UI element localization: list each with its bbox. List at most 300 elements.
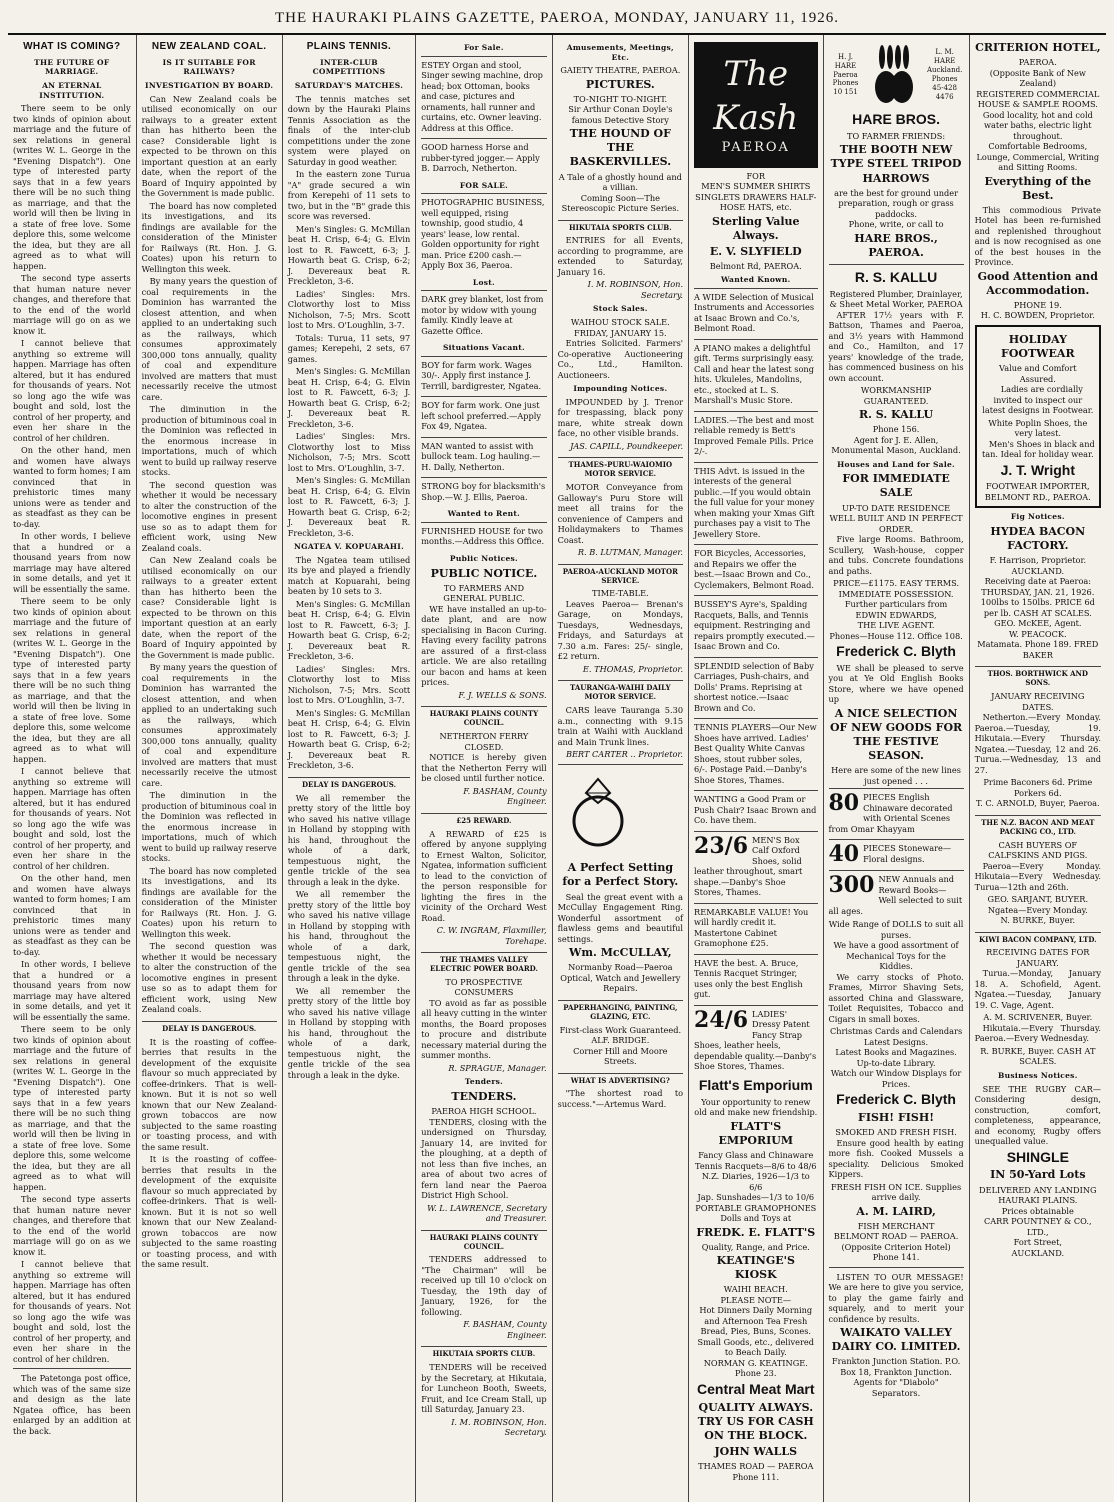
classified-ad: LADIES.—The best and most reliable remedy is Bett's Improved Female Pills. Price 2/-. xyxy=(694,411,817,460)
shingle-heading: SHINGLE xyxy=(1006,1148,1069,1165)
article-kicker: AN ETERNAL INSTITUTION. xyxy=(39,80,105,100)
paragraph: There seem to be only two kinds of opinion about marriage and the future of sex relations in general (writes W. L. George in the "Evening Dispatch"). One type of interested party says that in a few years there will be no such thing as marriage, and that the world will then be living in a state of free love. Some deplore this, some welcome the idea, but they are all agreed as to what will happen. xyxy=(13,596,131,764)
blyth-heading: Frederick C. Blyth xyxy=(836,1091,956,1108)
paragraph: I cannot believe that anything so extreme will happen. Marriage has often altered, but it has endured for thousands of years. Not so long ago the wife was bought and sold, lost the control of her property, and even her share in the control of her children. xyxy=(13,766,131,871)
paragraph: Ensure good health by eating more fish. Cooked Mussels a speciality. Delicious Smoked Kippers. xyxy=(828,1137,964,1180)
advertiser-name: R. S. KALLU xyxy=(859,408,934,422)
tonight-label: TO-NIGHT TO-NIGHT. xyxy=(573,93,668,104)
paragraph: Seal the great event with a McCullay Engagement Ring. Wonderful assortment of flawless gems and beautiful settings. xyxy=(557,891,684,944)
signature: F. BASHAM, County Engineer. xyxy=(463,785,547,807)
paragraph: Men's Singles: G. McMillan beat H. Crisp, 6-4; G. Elvin lost to R. Fawcett, 6-3; J. Howarth beat G. Crisp, 6-2; J. Devereaux beat R. Freckleton, 3-6. xyxy=(287,223,411,287)
masthead: THE HAURAKI PLAINS GAZETTE, PAEROA, MONDAY, JANUARY 11, 1926. xyxy=(8,6,1106,35)
columns xyxy=(8,35,1106,1502)
quantity-figure: 300 xyxy=(828,872,875,899)
paragraph: I cannot believe that anything so extreme will happen. Marriage has often altered, but it has endured for thousands of years. Not so long ago the wife was bought and sold, lost the control of her property, and even her share in the control of her children. xyxy=(13,1259,131,1364)
notice-title: HIKUTAIA SPORTS CLUB. xyxy=(558,220,683,233)
section-heading: For Sale. xyxy=(464,43,504,52)
classified-ad xyxy=(694,1005,817,1075)
price-figure: 23/6 xyxy=(694,832,749,859)
coming-soon: Coming Soon—The Stereoscopic Picture Series. xyxy=(561,192,680,213)
classified-ad: MAN wanted to assist with bullock team. Log hauling.—H. Dally, Netherton. xyxy=(421,437,546,476)
ad-line: Good locality, hot and cold water baths, electric light throughout. xyxy=(982,109,1093,141)
article-kicker: INVESTIGATION BY BOARD. xyxy=(145,80,274,90)
classified-ad xyxy=(694,831,817,901)
notice-title: £25 REWARD. xyxy=(421,813,546,826)
notice-title: THE THAMES VALLEY ELECTRIC POWER BOARD. xyxy=(421,952,546,974)
paragraph: The diminution in the production of bituminous coal in the Dominion was reflected in the enormous increase in importations, much of which went to build up railway reserve stocks. xyxy=(141,790,277,864)
ad-line: Comfortable Bedrooms, Lounge, Commercial, Writing and Sitting Rooms. xyxy=(976,141,1100,173)
ad-line: SMOKED AND FRESH FISH. xyxy=(835,1127,957,1138)
column-what-is-coming xyxy=(8,35,137,1502)
signature: NORMAN G. KEATINGE. Phone 23. xyxy=(703,1357,808,1379)
signature: R. BURKE, Buyer. CASH AT SCALES. xyxy=(980,1045,1096,1067)
paragraph: The board has now completed its investigations, and its findings are available for the consideration of the Minister for Railways (Rt. Hon. J. G. Coates) upon his return to Wellington this week. xyxy=(141,865,277,939)
notice-title: HYDEA BACON FACTORY. xyxy=(990,525,1086,553)
ad-line: Ngatea—Every Monday. xyxy=(987,904,1088,915)
paragraph: SEE THE RUGBY CAR—Considering design, construction, comfort, completeness, appearance, and economy, Rugby offers unequalled value. xyxy=(974,1083,1101,1147)
paragraph: This commodious Private Hotel has been re-furnished and replenished throughout and is now recognised as one of the best houses in the Province. xyxy=(974,204,1101,268)
ad-line: DELIVERED ANY LANDING HAURAKI PLAINS. xyxy=(979,1184,1097,1206)
section-heading: Wanted Known. xyxy=(720,275,791,285)
paragraph: The second question was whether it would be necessary to alter the construction of the locomotive engines in present use so as to adapt them for efficient work, using New Zealand coals. xyxy=(141,479,277,553)
section-heading: Impounding Notices. xyxy=(573,384,668,394)
advertiser-address: Corner Hill and Moore Streets. xyxy=(573,1045,668,1066)
central-meat-mart-heading: Central Meat Mart xyxy=(697,1380,815,1397)
paragraph: The tennis matches set down by the Hauraki Plains Tennis Association as the finals of the inter-club competitions under the zone system were played on Saturday in good weather. xyxy=(287,93,411,167)
ad-line: IMMEDIATE POSSESSION. xyxy=(838,588,954,599)
notice-title: PAEROA-AUCKLAND MOTOR SERVICE. xyxy=(558,564,683,586)
ad-line: Watch our Window Displays for Prices. xyxy=(830,1068,962,1089)
paragraph: Ladies' Singles: Mrs. Clotworthy lost to Miss Nicholson, 7-5; Mrs. Scott lost to Mrs. O'Loughlin, 3-7. xyxy=(287,663,411,706)
signature: JAS. CAPILL, Poundkeeper. xyxy=(570,440,684,451)
film-description: A Tale of a ghostly hound and a villian. xyxy=(558,171,682,192)
article-kicker: SATURDAY'S MATCHES. xyxy=(294,80,404,90)
paragraph: WE have installed an up-to-date plant, and are now specialising in Bacon Curing. Having every facility patrons are assured of a first-class article. We are also retailing our bacon and hams at keen prices. xyxy=(421,603,547,688)
ad-line: TO FARMER FRIENDS: xyxy=(847,130,946,141)
advertiser-address: BELMONT ROAD — PAEROA. (Opposite Criterion Hotel) Phone 141. xyxy=(833,1231,959,1263)
ad-slogan: Quality, Range, and Price. xyxy=(701,1241,810,1252)
notice-title: THOS. BORTHWICK AND SONS. xyxy=(975,666,1101,688)
section-heading: Houses and Land for Sale. xyxy=(837,459,955,469)
article-title: NEW ZEALAND COAL. xyxy=(151,41,267,52)
paragraph: In other words, I believe that a hundred or a thousand years from now marriage may have altered in some details, and yet it will be essentially the same. xyxy=(13,531,131,594)
ad-line: Agent for J. E. Allen, Monumental Mason, Auckland. xyxy=(831,434,961,456)
notice-title: PUBLIC NOTICE. xyxy=(430,566,538,580)
film-intro: Sir Arthur Conan Doyle's famous Detective Story xyxy=(568,104,673,125)
classified-ad: PHOTOGRAPHIC BUSINESS, well equipped, rising township, good studio, 4 years' lease, low rental. Golden opportunity for right man. Price £200 cash.— Apply Box 36, Paeroa. xyxy=(421,193,546,274)
paragraph: The board has now completed its investigations, and its findings are available for the consideration of the Minister for Railways (Rt. Hon. J. G. Coates) upon his return to Wellington this week. xyxy=(141,200,277,274)
paragraph: Can New Zealand coals be utilised economically on our railways to a greater extent than has hitherto been the case? Considerable light is expected to be thrown on this important question at an early date, when the report of the Board of Inquiry appointed by the Government is made public. xyxy=(141,555,277,660)
notice-subtitle: NETHERTON FERRY CLOSED. xyxy=(439,731,529,752)
product-line: Dolls and Toys at xyxy=(720,1213,792,1224)
signature: A. M. SCRIVENER, Buyer. xyxy=(983,1012,1093,1023)
column-plains-tennis xyxy=(283,35,416,1502)
article-subtitle: THE FUTURE OF MARRIAGE. xyxy=(34,57,110,77)
advertiser-name: ALF. BRIDGE. xyxy=(591,1035,650,1045)
ad-headline: A Perfect Setting for a Perfect Story. xyxy=(562,861,679,889)
ad-line: PAEROA. xyxy=(1018,57,1057,68)
paragraph: We all remember the pretty story of the little boy who saved his native village in Holland by stopping with his hand, throughout the whole of a dark, tempestuous night, the gentle trickle of the sea through a leak in the dyke. xyxy=(287,889,411,984)
ad-line: First-class Work Guaranteed. xyxy=(559,1024,682,1035)
advertiser-name: HARE BROS., PAEROA. xyxy=(854,231,938,259)
signature: T. C. ARNOLD, Buyer, Paeroa. xyxy=(975,798,1100,809)
advertiser-name: JOHN WALLS xyxy=(714,1444,798,1458)
section-heading: Lost. xyxy=(472,277,495,287)
classified-ad: STRONG boy for blacksmith's Shop.—W. J. Ellis, Paeroa. xyxy=(421,477,546,505)
paragraph: The second type asserts that human nature never changes, and therefore that to the end of the world marriage will go on as we know it. xyxy=(13,1194,131,1257)
divider xyxy=(829,264,964,265)
holiday-footwear-ad xyxy=(975,325,1101,509)
ad-line: Hot Dinners Daily Morning and Afternoon Tea Fresh Bread, Pies, Buns, Scones. xyxy=(699,1305,813,1337)
paragraph: AFTER 17½ years with F. Battson, Thames and Paeroa, and 3½ years with Hammond and Co., Hamilton, and 17 years' knowledge of the trade, has commenced business on his own account. xyxy=(828,309,964,383)
signature: GEO. SARJANT, BUYER. xyxy=(987,894,1089,905)
fish-heading: FISH! FISH! xyxy=(858,1111,935,1125)
column-nz-coal xyxy=(137,35,283,1502)
product-list: MEN'S SUMMER SHIRTS SINGLETS DRAWERS HALF-HOSE HATS, etc. xyxy=(695,181,817,213)
paragraph: There seem to be only two kinds of opinion about marriage and the future of sex relations in general (writes W. L. George in the "Evening Dispatch"). One type of interested party says that in a few years there will be no such thing as marriage, and that the world will then be living in a state of free love. Some deplore this, some welcome the idea, but they are all agreed as to what will happen. xyxy=(13,1024,131,1192)
notice-date: FRIDAY, JANUARY 15. xyxy=(574,327,667,338)
advertiser-address: THAMES ROAD — PAEROA Phone 111. xyxy=(698,1461,814,1482)
paragraph: On the other hand, men and women have always wanted to form homes; I am convinced that in prehistoric times many unions were as tender and as steadfast as they can be to-day. xyxy=(13,873,131,957)
advertiser-name: A. M. LAIRD, xyxy=(856,1204,936,1218)
signature: C. W. INGRAM, Flaxmiller, Torehape. xyxy=(436,925,547,946)
ad-line: We have a good assortment of Mechanical Toys for the Kiddies. xyxy=(833,940,959,972)
classified-ad: A PIANO makes a delightful gift. Terms surprisingly easy. Call and hear the latest song hits. Ukuleles, Mandolins, etc., stocked at L. S. Marshall's Music Store. xyxy=(694,339,817,409)
notice-title: WHAT IS ADVERTISING? xyxy=(558,1073,683,1086)
paragraph: Can New Zealand coals be utilised economically on our railways to a greater extent than has hitherto been the case? Considerable light is expected to be thrown on this important question at an early date, when the report of the Board of Inquiry appointed by the Government is made public. xyxy=(141,93,277,199)
paragraph: CARS leave Tauranga 5.30 a.m., connecting with 9.15 train at Waihi with Auckland and Main Trunk lines. xyxy=(557,705,684,747)
paragraph: Men's Shoes in black and tan. Ideal for holiday wear. xyxy=(981,438,1095,460)
kash-logo xyxy=(694,42,817,168)
advertiser-name: FLATT'S EMPORIUM xyxy=(718,1119,794,1147)
paragraph: ENTRIES for all Events, according to programme, are extended to Saturday, January 16. xyxy=(557,235,684,277)
advertiser-address: WAIHI BEACH. xyxy=(723,1284,788,1295)
signature: W. L. LAWRENCE, Secretary and Treasurer. xyxy=(427,1202,547,1224)
product-headline: THE BOOTH NEW TYPE STEEL TRIPOD HARROWS xyxy=(830,143,962,185)
notice-title: TENDERS. xyxy=(451,1090,517,1103)
column-amusements xyxy=(553,35,689,1502)
classified-ad xyxy=(829,788,964,837)
ad-line: GEO. McKEE, Agent. xyxy=(994,618,1082,629)
ad-line: RECEIVING DATES FOR JANUARY. xyxy=(986,947,1090,968)
ad-line: W. PEACOCK. xyxy=(1009,628,1067,639)
article-subtitle: IS IT SUITABLE FOR RAILWAYS? xyxy=(162,57,256,77)
ad-line: White Poplin Shoes, the very latest. xyxy=(988,417,1088,439)
classified-ad: WANTING a Good Pram or Push Chair? Isaac Brown and Co. have them. xyxy=(694,790,817,829)
notice-title: KIWI BACON COMPANY, LTD. xyxy=(975,932,1101,945)
signature: F. BASHAM, County Engineer. xyxy=(463,1319,547,1340)
notice-title: TAURANGA-WAIHI DAILY MOTOR SERVICE. xyxy=(558,680,683,702)
product-line: Jap. Sunshades—1/3 to 10/6 xyxy=(697,1192,815,1203)
paragraph: On the other hand, men and women have always wanted to form homes; I am convinced that in prehistoric times many unions were as tender and as steadfast as they can be to-day. xyxy=(13,445,131,529)
section-heading: FOR SALE. xyxy=(459,180,509,190)
ad-line: 100lbs to 150lbs. PRICE 6d per lb. CASH AT SCALES. xyxy=(980,597,1095,618)
notice-title: HAURAKI PLAINS COUNTY COUNCIL. xyxy=(421,1230,546,1252)
ad-line: F. Harrison, Proprietor. AUCKLAND. xyxy=(989,555,1087,576)
classified-ad xyxy=(829,870,964,919)
paragraph: Men's Singles: G. McMillan beat H. Crisp, 6-4; G. Elvin lost to R. Fawcett, 6-3; J. Howarth beat G. Crisp, 6-2; J. Devereaux beat R. Freckleton, 3-6. xyxy=(287,366,411,429)
classified-ad: BOY for farm work. Wages 30/-. Apply first instance J. Terrill, bardigrester, Ngatea. xyxy=(421,356,546,395)
paragraph: Men's Singles: G. McMillan beat H. Crisp, 6-4; G. Elvin lost to R. Fawcett, 6-3; J. Howarth beat G. Crisp, 6-2; J. Devereaux beat R. Freckleton, 3-6. xyxy=(287,598,411,662)
classified-ad: BOY for farm work. One just left school preferred.—Apply Fox 49, Ngatea. xyxy=(421,396,546,435)
ad-line: PRICE—£1175. EASY TERMS. xyxy=(833,578,960,589)
paragraph: A REWARD of £25 is offered by anyone supplying to Ernest Walton, Solicitor, Ngatea, information sufficient to lead to the conviction of the person responsible for lighting the fires in the vicinity of the Orchard West Road. xyxy=(421,828,547,923)
section-heading: Situations Vacant. xyxy=(442,343,525,353)
ad-line: Here are some of the new lines just opened . . . xyxy=(831,765,961,786)
ad-line: Christmas Cards and Calendars Latest Designs. xyxy=(829,1026,963,1047)
paragraph: IMPOUNDED by J. Trenor for trespassing, black pony mare, white streak down face, no other visible brands. xyxy=(557,396,684,439)
ad-line: Your opportunity to renew old and make new friendship. xyxy=(694,1096,818,1118)
notice-title: THAMES-PURU-WAIOMIO MOTOR SERVICE. xyxy=(558,457,683,479)
product-line: Tennis Racquets—8/6 to 48/6 xyxy=(695,1160,817,1171)
notice-subtitle: TO FARMERS AND GENERAL PUBLIC. xyxy=(443,582,525,604)
advertiser-name: J. T. Wright xyxy=(1000,461,1076,478)
hotel-name: CRITERION HOTEL, xyxy=(975,41,1101,54)
advertiser-address: Fort Street, xyxy=(1013,1237,1062,1248)
ad-line: PLEASE NOTE— xyxy=(720,1294,792,1305)
hare-right-details: L. M. HARE Auckland. Phones 45-428 4476 xyxy=(926,48,963,101)
paragraph: TENDERS will be received by the Secretary, at Hikutaia, for Luncheon Booth, Sweets, Fruit, and Ice Cream Stall, up till Saturday, January 23. xyxy=(421,1362,547,1415)
paragraph: We carry stocks of Photo. Frames, Mirror Shaving Sets, assorted China and Glassware, Toilet Requisites, Tobacco and Cigars in small boxes. xyxy=(828,971,964,1024)
classified-ad: BUSSEY'S Ayre's, Spalding Racquets, Balls, and Tennis equipment. Restringing and repairs promptly executed.—Isaac Brown and Co. xyxy=(694,595,817,655)
advertiser-address: Frankton Junction Station. P.O. Box 18, Frankton Junction. Agents for "Diabolo" Separators. xyxy=(831,1356,961,1398)
ad-line: THE LIVE AGENT. xyxy=(857,620,935,631)
notice-title: WAIHOU STOCK SALE. xyxy=(570,317,670,328)
classified-ad: ESTEY Organ and stool, Singer sewing machine, drop head; box Ottoman, books and case, pictures and ornaments, hall runner and curtains, etc. Owner leaving. Address at this Office. xyxy=(421,56,546,137)
section-heading: Fig Notices. xyxy=(1010,512,1065,522)
paragraph: In other words, I believe that a hundred or a thousand years from now marriage may have altered in some details, and yet it will be essentially the same. xyxy=(13,959,131,1022)
kash-town: PAEROA xyxy=(721,140,790,156)
paragraph: By many years the question of coal requirements in the Dominion has warranted the closest attention, and when applied to an undertaking such as the railways, which consumes approximately 300,000 tons annually, quality of coal and expenditure involved are matters that must necessarily receive the utmost care. xyxy=(141,662,277,788)
classified-ad: HAVE the best. A. Bruce, Tennis Racquet Stringer, uses only the best English gut. xyxy=(694,954,817,1003)
paragraph: In the eastern zone Turua "A" grade secured a win from Kerepehi of 11 sets to two, but in the "B" grade this score was reversed. xyxy=(287,169,411,222)
ad-line: CASH BUYERS OF CALFSKINS AND PIGS. xyxy=(988,839,1088,861)
classified-ad: THIS Advt. is issued in the interests of the general public.—If you would obtain the full value for your money when making your Xmas Gift purchases pay a visit to The Jewellery Store. xyxy=(694,462,817,543)
paragraph: Ladies' Singles: Mrs. Clotworthy lost to Miss Nicholson, 7-5; Mrs. Scott lost to Mrs. O'Loughlin, 3-7. xyxy=(287,431,411,473)
ad-line: FOR xyxy=(746,170,766,181)
paragraph: Ladies are cordially invited to inspect our latest designs in Footwear. xyxy=(982,384,1094,416)
paragraph: The diminution in the production of bituminous coal in the Dominion was reflected in the enormous increase in importations, much of which went to build up railway reserve stocks. xyxy=(141,404,277,478)
ad-line: FRESH FISH ON ICE. Supplies arrive daily. xyxy=(830,1181,962,1203)
quantity-figure: 80 xyxy=(828,790,860,817)
section-heading: Public Notices. xyxy=(449,553,518,563)
paragraph: By many years the question of coal requirements in the Dominion has warranted the closest attention, and when applied to an undertaking such as the railways, which consumes approximately 300,000 tons annually, quality of coal and expenditure involved are matters that must necessarily receive the utmost care. xyxy=(141,276,277,402)
ad-line: Further particulars from xyxy=(844,599,948,610)
advertiser-name: WAIKATO VALLEY DAIRY CO. LIMITED. xyxy=(831,1326,961,1354)
divider xyxy=(13,1368,131,1369)
article-title: DELAY IS DANGEROUS. xyxy=(142,1021,277,1034)
kallu-heading: R. S. KALLU xyxy=(854,268,938,285)
hare-bros-header xyxy=(829,43,964,107)
advertiser-address: FOOTWEAR IMPORTER, BELMONT RD., PAEROA. xyxy=(984,481,1091,502)
ad-text: NEW Annuals and Reward Books—Well selected to suit all ages. xyxy=(828,874,963,916)
signature: H. C. BOWDEN, Proprietor. xyxy=(980,310,1095,321)
ad-line: Phones—House 112. Office 108. xyxy=(829,630,963,641)
ad-line: Latest Books and Magazines. Up-to-date Library. xyxy=(835,1047,957,1068)
section-heading: Business Notices. xyxy=(998,1070,1078,1080)
ad-line: WORKMANSHIP GUARANTEED. xyxy=(860,385,932,406)
paragraph: The second type asserts that human nature never changes, and therefore that to the end of the world marriage will go on as we know it. xyxy=(13,273,131,336)
paragraph: We all remember the pretty story of the little boy who saved his native village in Holland by stopping with his hand, throughout the whole of a dark, tempestuous night, the gentle trickle of the sea through a leak in the dyke. xyxy=(287,792,411,887)
article-title: PLAINS TENNIS. xyxy=(306,41,392,52)
classified-ad: GOOD harness Horse and rubber-tyred jogger.— Apply B. Darroch, Netherton. xyxy=(421,138,546,177)
ad-line: Receiving date at Paeroa: THURSDAY, JAN. 21, 1926. xyxy=(981,576,1095,597)
ad-line: IN 50-Yard Lots xyxy=(990,1168,1086,1182)
rabbit-icon xyxy=(870,43,918,107)
news-brief: The Patetonga post office, which was of the same size and design as the late Ngatea office, has been enlarged by an addition at the back. xyxy=(13,1373,131,1436)
film-title: THE HOUND OF THE BASKERVILLES. xyxy=(569,127,672,169)
advertiser-name: Wm. McCULLAY, xyxy=(569,946,672,960)
paragraph: Netherton.—Every Monday. Paeroa.—Tuesday, 19. Hikutaia.—Every Thursday. Ngatea.—Tuesday, 12 and 26. Turua.—Wednesday, 13 and 27. xyxy=(974,712,1101,775)
advertiser-address: AUCKLAND. xyxy=(1011,1247,1065,1258)
paragraph: Ladies' Singles: Mrs. Clotworthy lost to Miss Nicholson, 7-5; Mrs. Scott lost to Mrs. O'Loughlin, 3-7. xyxy=(287,288,411,331)
classified-ad: TENNIS PLAYERS—Our New Shoes have arrived. Ladies' Best Quality White Canvas Shoes, stout rubber soles, 6/-. Postage Paid.—Danby's Shoe Stores, Thames. xyxy=(694,718,817,788)
signature: I. M. ROBINSON, Hon. Secretary. xyxy=(587,279,684,300)
notice-subtitle: PAEROA HIGH SCHOOL. xyxy=(431,1106,537,1117)
classified-ad xyxy=(829,839,964,868)
theatre-name: GAIETY THEATRE, PAEROA. xyxy=(560,65,681,76)
paragraph: Paeroa—Every Monday. Hikutaia—Every Wednesday. Turua—12th and 26th. xyxy=(974,860,1101,892)
ad-line: Prices obtainable xyxy=(1001,1205,1074,1216)
engagement-ring-icon xyxy=(558,773,638,853)
ad-slogan: Sterling Value Always. xyxy=(712,214,800,242)
column-hare-blyth xyxy=(824,35,970,1502)
paragraph: Totals: Turua, 11 sets, 97 games; Kerepehi, 2 sets, 67 games. xyxy=(287,332,411,364)
classified-ad: REMARKABLE VALUE! You will hardly credit it. Mastertone Cabinet Gramophone £25. xyxy=(694,903,817,952)
product-line: PORTABLE GRAMOPHONES xyxy=(695,1202,817,1213)
paragraph: MOTOR Conveyance from Galloway's Puru Store will meet all trains for the convenience of Campers and Holidaymakers to Thames Coast. xyxy=(557,482,684,545)
ad-line: JANUARY RECEIVING DATES. xyxy=(991,691,1085,712)
price-figure: 24/6 xyxy=(694,1006,749,1033)
ad-slogan: QUALITY ALWAYS. TRY US FOR CASH ON THE BLOCK. xyxy=(697,1400,814,1442)
ad-line: Prime Baconers 6d. Prime Porkers 6d. xyxy=(983,777,1093,798)
ad-line: FISH MERCHANT xyxy=(857,1220,935,1231)
divider xyxy=(829,1267,964,1268)
ad-line: are the best for ground under preparation, rough or grass paddocks. xyxy=(834,187,959,219)
ad-text: LADIES' Dressy Patent Fancy Strap Shoes, leather heels, dependable quality.—Danby's Shoe Stores, Thames. xyxy=(694,1008,817,1072)
advertiser-name: FREDK. E. FLATT'S xyxy=(696,1225,816,1239)
signature: E. THOMAS, Proprietor. xyxy=(582,663,684,674)
classified-ad: FOR Bicycles, Accessories, and Repairs we offer the best.—Isaac Brown and Co., Cyclemakers, Belmont Road. xyxy=(694,544,817,593)
paragraph: LISTEN TO OUR MESSAGE! We are here to give you service, to play the game fairly and squarely, and to merit your confidence by results. xyxy=(828,1271,964,1324)
advertiser-name: KEATINGE'S KIOSK xyxy=(716,1254,795,1282)
signature: R. SPRAGUE, Manager. xyxy=(448,1062,547,1073)
paragraph: It is the roasting of coffee-berries that results in the development of the exquisite flavour so much appreciated by coffee-drinkers. That is well-known. But it is not so well known that our New Zealand-grown tobaccos are now subjected to the same roasting or toasting process, and with the same result. xyxy=(141,1036,277,1152)
classified-ad: A WIDE Selection of Musical Instruments and Accessories at Isaac Brown and Co.'s, Belmont Road. xyxy=(694,288,817,337)
ad-line: Registered Plumber, Drainlayer, & Sheet Metal Worker, PAEROA xyxy=(829,288,963,310)
classified-ad: SPLENDID selection of Baby Carriages, Push-chairs, and Dolls' Prams. Reprising at shortest notice.—Isaac Brown and Co. xyxy=(694,657,817,717)
signature: I. M. ROBINSON, Hon. Secretary. xyxy=(451,1416,547,1438)
ad-line: Phone 156. xyxy=(872,424,920,435)
section-heading: Wanted to Rent. xyxy=(447,509,521,519)
ad-line: Small Goods, etc., delivered to Beach Daily. xyxy=(697,1336,814,1358)
ad-slogan: Everything of the Best. xyxy=(984,174,1092,202)
ad-headline: HOLIDAY FOOTWEAR xyxy=(1001,332,1075,360)
paragraph: We all remember the pretty story of the little boy who saved his native village in Holland by stopping with his hand, throughout the whole of a dark, tempestuous night, the gentle trickle of the sea through a leak in the dyke. xyxy=(287,985,411,1080)
paragraph: "The shortest road to success."—Artemus Ward. xyxy=(557,1088,684,1109)
signature: F. J. WELLS & SONS. xyxy=(458,689,547,700)
paragraph: NOTICE is hereby given that the Netherton Ferry will be closed until further notice. xyxy=(421,752,547,784)
notice-title: HAURAKI PLAINS COUNTY COUNCIL. xyxy=(421,706,546,728)
quantity-figure: 40 xyxy=(828,841,860,868)
article-subtitle: INTER-CLUB COMPETITIONS xyxy=(312,57,386,77)
ad-line: UP-TO DATE RESIDENCE xyxy=(841,502,951,513)
signature: R. B. LUTMAN, Manager. xyxy=(577,547,684,558)
kash-wordmark: The Kash xyxy=(713,54,799,138)
pictures-heading: PICTURES. xyxy=(585,77,655,91)
ad-line: REGISTERED COMMERCIAL HOUSE & SAMPLE ROOMS. xyxy=(976,88,1100,110)
hare-bros-heading: HARE BROS. xyxy=(852,111,941,127)
column-shops xyxy=(689,35,823,1502)
notice-title: THE N.Z. BACON AND MEAT PACKING CO., LTD. xyxy=(975,815,1101,837)
sale-heading: FOR IMMEDIATE SALE xyxy=(842,472,950,500)
section-heading: Amusements, Meetings, Etc. xyxy=(566,43,674,62)
ad-slogan: Good Attention and Accommodation. xyxy=(977,269,1098,297)
paragraph: Men's Singles: G. McMillan beat H. Crisp, 6-4; G. Elvin lost to R. Fawcett, 6-3; J. Howarth beat G. Crisp, 6-2; J. Devereaux beat R. Freckleton, 3-6. xyxy=(287,707,411,771)
paragraph: TENDERS, closing with the undersigned on Thursday, January 14, are invited for the ploughing, at a depth of not less than five inches, an area of about two acres of fern land near the Paeroa District High School. xyxy=(421,1116,547,1201)
article-title: WHAT IS COMING? xyxy=(23,41,121,52)
ad-line: (Opposite Bank of New Zealand) xyxy=(989,67,1086,89)
notice-title: HIKUTAIA SPORTS CLUB. xyxy=(421,1346,546,1359)
product-line: Fancy Glass and Chinaware xyxy=(698,1150,814,1161)
ad-line: Value and Comfort Assured. xyxy=(999,363,1077,384)
paragraph: TO avoid as far as possible all heavy cutting in the winter months, the Board proposes to procure and distribute necessary material during the summer months. xyxy=(421,997,547,1061)
ad-line: Wide Range of DOLLS to suit all purses. xyxy=(828,919,964,940)
advertiser-address: Normanby Road—Paeroa xyxy=(568,962,673,973)
advertiser-name: CARR POUNTNEY & CO., LTD., xyxy=(984,1216,1092,1237)
paragraph: Men's Singles: G. McMillan beat H. Crisp, 6-4; G. Elvin lost to R. Fawcett, 6-3; J. Howarth beat G. Crisp, 6-2; J. Devereaux beat R. Freckleton, 3-6. xyxy=(287,475,411,538)
ad-line: Matamata. Phone 189. FRED BAKER xyxy=(977,639,1099,660)
blyth-heading: Frederick C. Blyth xyxy=(836,643,956,660)
paragraph: It is the roasting of coffee-berries that results in the development of the exquisite flavour so much appreciated by coffee-drinkers. That is well-known. But it is not so well known that our New Zealand-grown tobaccos are now subjected to the same roasting or toasting process, and with the same result. xyxy=(141,1154,277,1270)
ad-text: MEN'S Box Calf Oxford Shoes, solid leather throughout, smart shape.—Danby's Shoe Stores, Thames. xyxy=(694,834,803,898)
paragraph: Turua.—Monday, January 18. A. Schofield, Agent. Ngatea.—Tuesday, January 19. C. Vage, Agent. xyxy=(974,968,1101,1010)
notice-subtitle: TO PROSPECTIVE CONSUMERS xyxy=(445,976,523,998)
paragraph: Leaves Paeroa— Brenan's Garage, on Mondays, Tuesdays, Wednesdays, Fridays, and Saturdays at 7.30 a.m. Fares: 25/- single, £2 return. xyxy=(557,598,684,662)
paragraph: Entries Solicited. Farmers' Co-operative Auctioneering Co., Ltd., Hamilton. Auctioneers. xyxy=(557,338,684,380)
flatts-emporium-heading: Flatt's Emporium xyxy=(698,1076,813,1093)
advertiser-name: E. V. SLYFIELD xyxy=(709,244,802,258)
paragraph: I cannot believe that anything so extreme will happen. Marriage has often altered, but it has endured for thousands of years. Not so long ago the wife was bought and sold, lost the control of her property, and even her share in the control of her children. xyxy=(13,338,131,443)
column-criterion xyxy=(970,35,1106,1502)
section-heading: Stock Sales. xyxy=(593,304,648,314)
timetable-heading: TIME-TABLE. xyxy=(592,588,649,599)
ad-line: PHONE 19. xyxy=(1013,299,1062,310)
signature: BERT CARTER .. Proprietor. xyxy=(565,749,684,760)
column-classifieds xyxy=(416,35,552,1502)
section-heading: NGATEA V. KOPUARAHI. xyxy=(293,542,404,552)
ad-text: PIECES English Chinaware decorated with Oriental Scenes from Omar Khayyam xyxy=(828,792,953,834)
divider xyxy=(558,764,683,765)
paragraph: Five large Rooms. Bathroom, Scullery, Wash-house, copper and tubs. Concrete foundations and paths. xyxy=(828,534,964,576)
hare-left-details: H. J. HARE Paeroa Phones 10 151 xyxy=(832,52,859,97)
article-title: DELAY IS DANGEROUS. xyxy=(288,777,410,790)
paragraph: The Ngatea team utilised its bye and played a friendly match at Kopuarahi, being beaten by 10 sets to 3. xyxy=(287,554,411,597)
classified-ad: FURNISHED HOUSE for two months.—Address this Office. xyxy=(421,522,546,550)
classified-ad: DARK grey blanket, lost from motor by widow with young family. Kindly leave at Gazette Office. xyxy=(421,290,546,339)
paragraph: The second question was whether it would be necessary to alter the construction of the locomotive engines in present use so as to adapt them for efficient work, using New Zealand coals. xyxy=(141,941,277,1015)
paragraph: Hikutaia.—Every Thursday. Paeroa.—Every Wednesday. xyxy=(974,1022,1101,1044)
ad-line: WELL BUILT AND IN PERFECT ORDER. xyxy=(829,513,963,534)
paragraph: There seem to be only two kinds of opinion about marriage and the future of sex relations in general (writes W. L. George in the "Evening Dispatch"). One type of interested party says that in a few years there will be no such thing as marriage, and that the world will then be living in a state of free love. Some deplore this, some welcome the idea, but they are all agreed as to what will happen. xyxy=(13,103,131,271)
product-line: N.Z. Diaries, 1926—1/3 to 6/6 xyxy=(701,1171,810,1192)
notice-title: PAPERHANGING, PAINTING, GLAZING, ETC. xyxy=(558,1000,683,1022)
paragraph: TENDERS addressed to "The Chairman" will be received up till 10 o'clock on Tuesday, the 19th day of January, 1926, for the following. xyxy=(421,1254,547,1317)
signature: N. BURKE, Buyer. xyxy=(1000,915,1076,926)
ad-headline: A NICE SELECTION OF NEW GOODS FOR THE FESTIVE SEASON. xyxy=(829,706,963,763)
advertiser-address: Belmont Rd, PAEROA. xyxy=(709,260,802,271)
section-heading: Tenders. xyxy=(464,1077,504,1087)
